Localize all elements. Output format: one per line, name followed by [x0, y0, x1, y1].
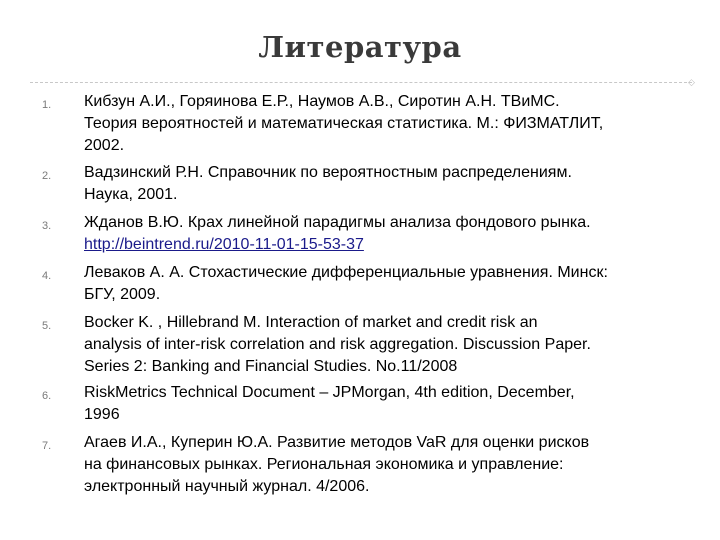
reference-text [84, 432, 674, 498]
title-divider-end: ◇ [688, 77, 695, 87]
reference-link[interactable]: http://beintrend.ru/2010-11-01-15-53-37 [84, 236, 364, 253]
reference-number: 6. [42, 390, 52, 402]
reference-text [84, 262, 674, 306]
reference-number: 2. [42, 170, 52, 182]
reference-line: электронный научный журнал. 4/2006. [84, 478, 370, 495]
reference-line: Вадзинский Р.Н. Справочник по вероятностным распределениям. [84, 164, 572, 181]
reference-number: 1. [42, 99, 52, 111]
reference-line: 1996 [84, 406, 120, 423]
reference-text [84, 382, 674, 426]
reference-line: 2002. [84, 137, 125, 154]
reference-number: 3. [42, 220, 52, 232]
reference-line: на финансовых рынках. Региональная экономика и управление: [84, 456, 564, 473]
reference-text [84, 162, 674, 206]
reference-line: Наука, 2001. [84, 186, 178, 203]
reference-line: Агаев И.А., Куперин Ю.А. Развитие методов VaR для оценки рисков [84, 434, 590, 451]
reference-number: 5. [42, 320, 52, 332]
reference-text [84, 91, 674, 157]
reference-line: Bocker K. , Hillebrand M. Interaction of market and credit risk an [84, 314, 538, 331]
reference-text [84, 212, 674, 256]
reference-line: Леваков А. А. Стохастические дифференциальные уравнения. Минск: [84, 264, 608, 281]
reference-line: Теория вероятностей и математическая статистика. М.: ФИЗМАТЛИТ, [84, 115, 604, 132]
reference-number: 7. [42, 440, 52, 452]
reference-line: analysis of inter-risk correlation and risk aggregation. Discussion Paper. [84, 336, 591, 353]
reference-text [84, 312, 674, 378]
reference-number: 4. [42, 270, 52, 282]
reference-line: Кибзун А.И., Горяинова Е.Р., Наумов А.В., Сиротин А.Н. ТВиМС. [84, 93, 560, 110]
reference-line: Series 2: Banking and Financial Studies. No.11/2008 [84, 358, 458, 375]
reference-line: RiskMetrics Technical Document – JPMorgan, 4th edition, December, [84, 384, 575, 401]
slide-title: Литература [258, 30, 462, 64]
reference-line: Жданов В.Ю. Крах линейной парадигмы анализа фондового рынка. [84, 214, 591, 231]
reference-line: БГУ, 2009. [84, 286, 161, 303]
